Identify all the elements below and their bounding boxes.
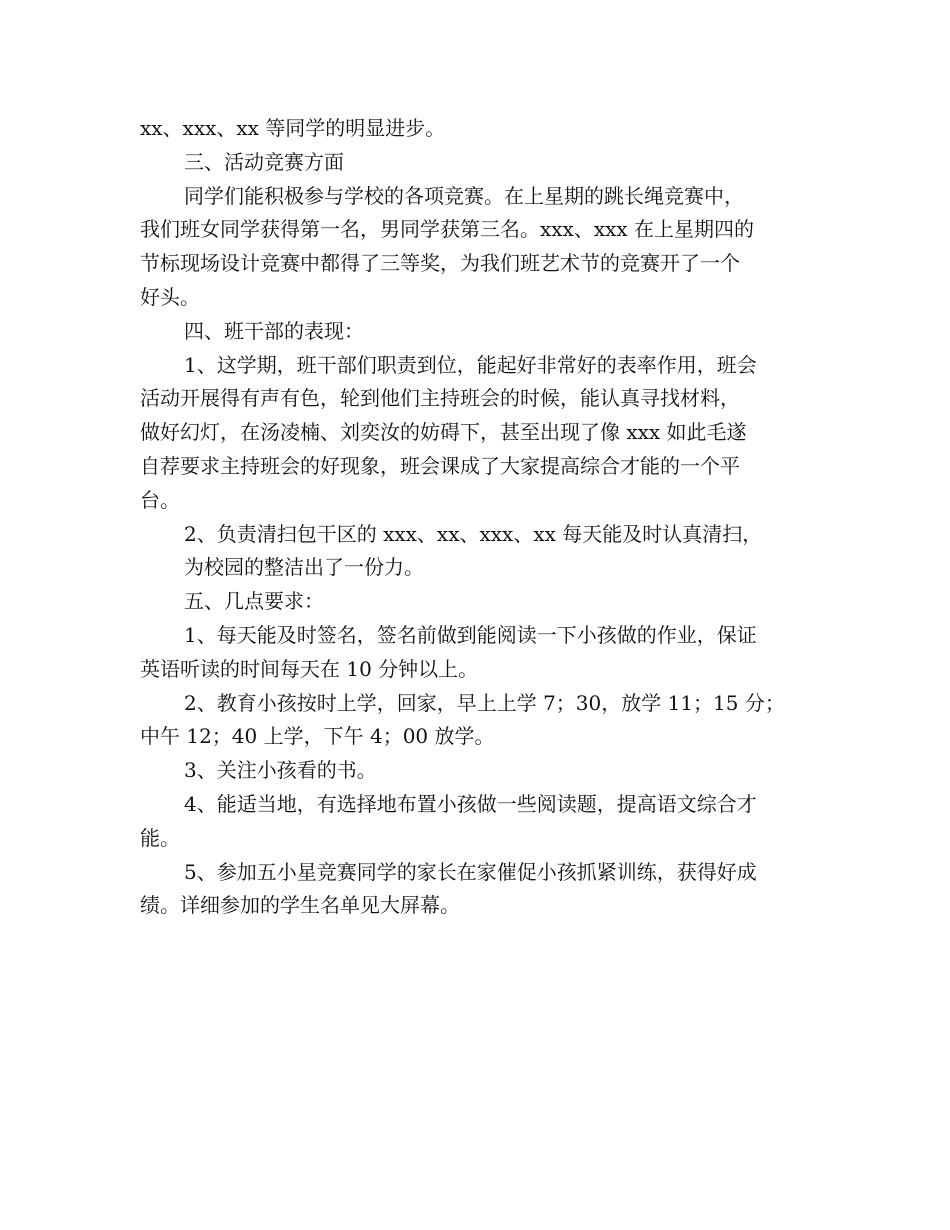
text-line: 自荐要求主持班会的好现象，班会课成了大家提高综合才能的一个平 bbox=[140, 453, 740, 478]
section-heading: 五、几点要求： bbox=[184, 589, 324, 614]
text-line: 我们班女同学获得第一名，男同学获第三名。xxx、xxx 在上星期四的 bbox=[140, 217, 755, 242]
text-line: 3、关注小孩看的书。 bbox=[184, 758, 377, 783]
document-body bbox=[140, 112, 820, 923]
text-line: 节标现场设计竞赛中都得了三等奖，为我们班艺术节的竞赛开了一个 bbox=[140, 251, 740, 276]
text-line: 同学们能积极参与学校的各项竞赛。在上星期的跳长绳竞赛中， bbox=[184, 183, 744, 208]
text-line: 英语听读的时间每天在 10 分钟以上。 bbox=[140, 656, 479, 681]
text-line: 5、参加五小星竞赛同学的家长在家催促小孩抓紧训练，获得好成 bbox=[184, 859, 757, 884]
text-line: 绩。详细参加的学生名单见大屏幕。 bbox=[140, 893, 460, 918]
text-line: 1、这学期，班干部们职责到位，能起好非常好的表率作用，班会 bbox=[184, 352, 757, 377]
text-line: 中午 12；40 上学，下午 4；00 放学。 bbox=[140, 724, 495, 749]
text-line: 好头。 bbox=[140, 284, 200, 309]
section-heading: 四、班干部的表现： bbox=[184, 318, 364, 343]
text-line: 2、负责清扫包干区的 xxx、xx、xxx、xx 每天能及时认真清扫， bbox=[184, 521, 763, 546]
text-line: 1、每天能及时签名，签名前做到能阅读一下小孩做的作业，保证 bbox=[184, 622, 757, 647]
text-line: 2、教育小孩按时上学，回家，早上上学 7；30，放学 11；15 分； bbox=[184, 690, 785, 715]
section-heading: 三、活动竞赛方面 bbox=[184, 149, 344, 174]
text-line: 活动开展得有声有色，轮到他们主持班会的时候，能认真寻找材料， bbox=[140, 386, 740, 411]
text-line: 4、能适当地，有选择地布置小孩做一些阅读题，提高语文综合才 bbox=[184, 791, 757, 816]
text-line: 能。 bbox=[140, 825, 180, 850]
text-line: 为校园的整洁出了一份力。 bbox=[184, 555, 424, 580]
text-line: xx、xxx、xx 等同学的明显进步。 bbox=[140, 116, 446, 140]
text-line: 做好幻灯，在汤凌楠、刘奕汝的妨碍下，甚至出现了像 xxx 如此毛遂 bbox=[140, 420, 747, 445]
text-line: 台。 bbox=[140, 487, 180, 512]
